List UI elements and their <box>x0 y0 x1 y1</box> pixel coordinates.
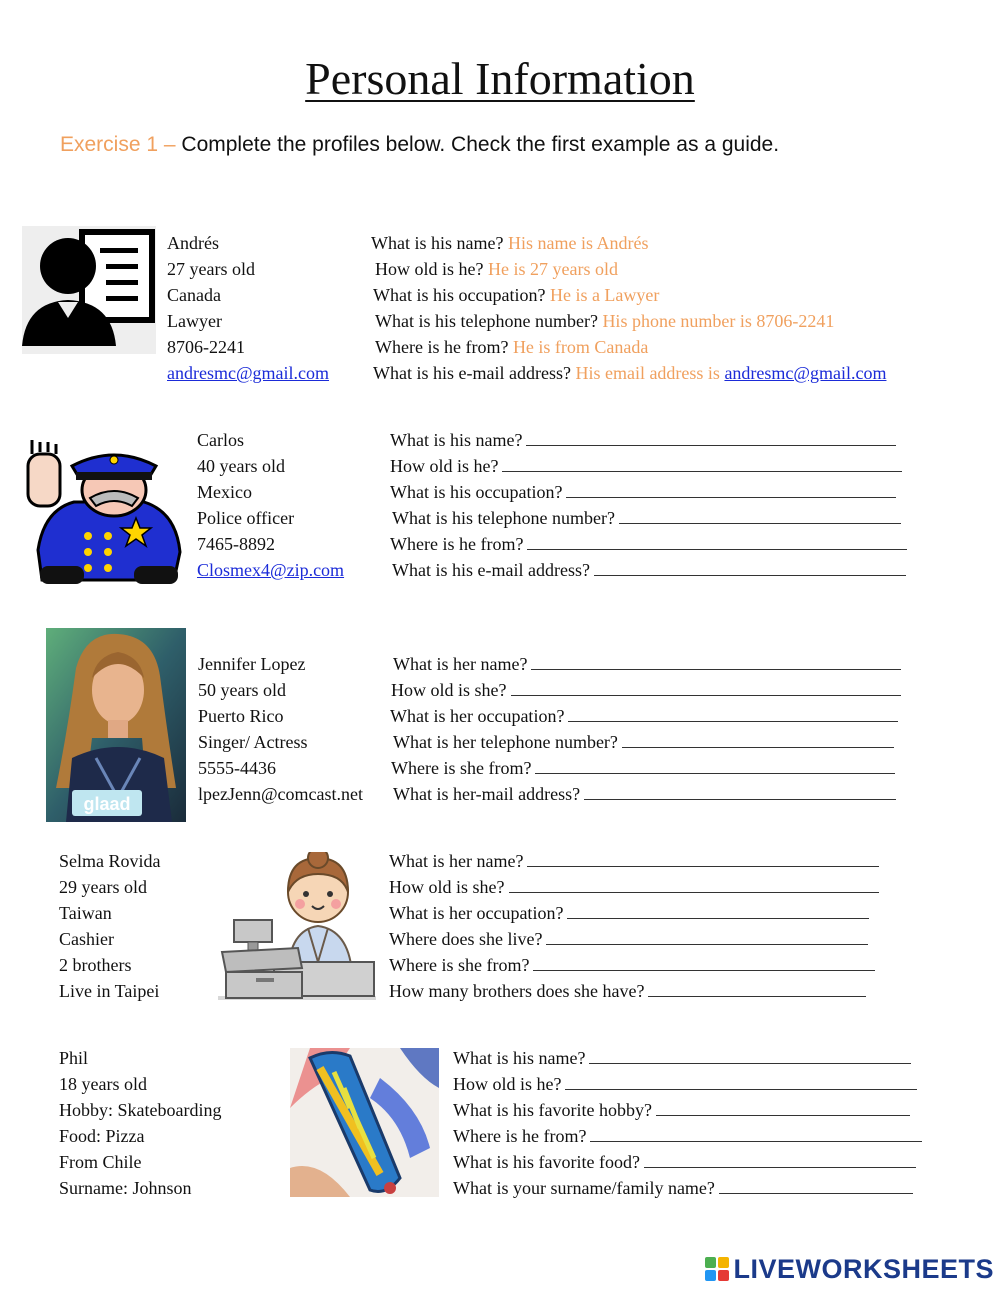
question-text: Where is he from? <box>390 534 524 554</box>
answer-blank-input[interactable] <box>566 479 896 498</box>
question-text: What is his occupation? <box>373 285 546 305</box>
answer-blank-input[interactable] <box>533 952 875 971</box>
info-name: Jennifer Lopez <box>198 654 306 674</box>
skateboard-photo <box>290 1048 439 1197</box>
question-text: How old is he? <box>375 259 484 279</box>
question-row <box>392 557 906 583</box>
question-row <box>390 453 902 479</box>
answer-blank-input[interactable] <box>535 755 895 774</box>
question-text: What is her occupation? <box>389 903 564 923</box>
info-phone: 5555-4436 <box>198 758 276 778</box>
answer-blank-input[interactable] <box>644 1149 916 1168</box>
question-text: What is her-mail address? <box>393 784 581 804</box>
question-text: What is his e-mail address? <box>373 363 571 383</box>
question-text: What is his telephone number? <box>375 311 598 331</box>
answer-blank-input[interactable] <box>527 531 907 550</box>
info-age: 27 years old <box>167 259 255 279</box>
question-row <box>453 1123 922 1149</box>
question-row <box>371 230 648 256</box>
info-phone: 8706-2241 <box>167 337 245 357</box>
info-name: Andrés <box>167 233 219 253</box>
question-text: What is his favorite hobby? <box>453 1100 652 1120</box>
page-title: Personal Information <box>305 53 695 104</box>
question-row <box>373 282 659 308</box>
info-country: From Chile <box>59 1152 142 1172</box>
info-occupation: Police officer <box>197 508 295 528</box>
question-row <box>389 978 866 1004</box>
info-hobby: Hobby: Skateboarding <box>59 1100 222 1120</box>
question-text: What is his name? <box>453 1048 586 1068</box>
question-text: How old is he? <box>390 456 499 476</box>
logo-text: LIVEWORKSHEETS <box>733 1253 994 1284</box>
question-text: Where does she live? <box>389 929 543 949</box>
info-country: Canada <box>167 285 221 305</box>
question-text: Where is she from? <box>389 955 530 975</box>
cashier-illustration <box>218 852 376 1002</box>
info-email-link[interactable]: andresmc@gmail.com <box>167 363 330 383</box>
info-age: 29 years old <box>59 877 147 897</box>
answer-text: His email address is <box>575 363 720 383</box>
answer-blank-input[interactable] <box>511 677 901 696</box>
answer-blank-input[interactable] <box>594 557 906 576</box>
info-occupation: Cashier <box>59 929 114 949</box>
question-row <box>390 703 898 729</box>
answer-blank-input[interactable] <box>622 729 894 748</box>
info-name: Phil <box>59 1048 89 1068</box>
question-row <box>392 505 901 531</box>
answer-text: He is 27 years old <box>487 259 618 279</box>
question-text: What is her telephone number? <box>393 732 618 752</box>
info-food: Food: Pizza <box>59 1126 145 1146</box>
info-name: Carlos <box>197 430 244 450</box>
question-row <box>453 1071 917 1097</box>
question-row <box>373 360 886 386</box>
answer-text: His phone number is 8706-2241 <box>602 311 835 331</box>
question-text: What is his name? <box>371 233 504 253</box>
question-text: What is his favorite food? <box>453 1152 640 1172</box>
info-occupation: Singer/ Actress <box>198 732 308 752</box>
id-card-icon <box>22 226 156 354</box>
answer-blank-input[interactable] <box>526 427 896 446</box>
question-row <box>389 900 869 926</box>
answer-blank-input[interactable] <box>590 1123 922 1142</box>
answer-blank-input[interactable] <box>531 651 901 670</box>
question-row <box>389 874 879 900</box>
answer-blank-input[interactable] <box>509 874 879 893</box>
singer-photo <box>46 628 186 822</box>
answer-text: His name is Andrés <box>507 233 649 253</box>
question-text: How old is he? <box>453 1074 562 1094</box>
info-occupation: Lawyer <box>167 311 222 331</box>
answer-text: He is from Canada <box>512 337 649 357</box>
exercise-instruction <box>60 133 779 157</box>
question-row <box>453 1175 913 1201</box>
question-text: What is his name? <box>390 430 523 450</box>
glaad-badge: glaad <box>83 794 131 814</box>
answer-blank-input[interactable] <box>527 848 879 867</box>
question-text: How many brothers does she have? <box>389 981 645 1001</box>
question-row <box>453 1149 916 1175</box>
question-row <box>375 334 648 360</box>
info-siblings: 2 brothers <box>59 955 132 975</box>
police-officer-illustration <box>24 440 184 586</box>
question-row <box>453 1097 910 1123</box>
question-row <box>390 427 896 453</box>
answer-blank-input[interactable] <box>567 900 869 919</box>
liveworksheets-logo[interactable] <box>705 1252 994 1286</box>
question-row <box>391 677 901 703</box>
info-country: Taiwan <box>59 903 112 923</box>
question-text: What is her occupation? <box>390 706 565 726</box>
question-text: How old is she? <box>391 680 507 700</box>
question-text: Where is he from? <box>375 337 509 357</box>
answer-blank-input[interactable] <box>656 1097 910 1116</box>
answer-blank-input[interactable] <box>565 1071 917 1090</box>
question-text: What is his occupation? <box>390 482 563 502</box>
question-row <box>389 952 875 978</box>
question-text: What is your surname/family name? <box>453 1178 715 1198</box>
question-text: Where is she from? <box>391 758 532 778</box>
info-surname: Surname: Johnson <box>59 1178 192 1198</box>
question-row <box>393 651 901 677</box>
info-email: lpezJenn@comcast.net <box>198 784 364 804</box>
instruction-text: Complete the profiles below. Check the first example as a guide. <box>181 133 780 156</box>
answer-blank-input[interactable] <box>568 703 898 722</box>
question-text: How old is she? <box>389 877 505 897</box>
question-row <box>393 781 896 807</box>
info-residence: Live in Taipei <box>59 981 160 1001</box>
question-row <box>453 1045 911 1071</box>
info-email-link[interactable]: Closmex4@zip.com <box>197 560 345 580</box>
question-text: What is her name? <box>389 851 524 871</box>
answer-blank-input[interactable] <box>648 978 866 997</box>
question-row <box>375 256 618 282</box>
exercise-label: Exercise 1 – <box>60 133 176 156</box>
answer-email-link[interactable]: andresmc@gmail.com <box>724 363 887 383</box>
answer-blank-input[interactable] <box>546 926 868 945</box>
question-row <box>389 848 879 874</box>
question-row <box>390 479 896 505</box>
answer-blank-input[interactable] <box>502 453 902 472</box>
question-text: What is her name? <box>393 654 528 674</box>
question-text: What is his e-mail address? <box>392 560 590 580</box>
question-row <box>390 531 907 557</box>
info-phone: 7465-8892 <box>197 534 275 554</box>
answer-blank-input[interactable] <box>584 781 896 800</box>
question-text: What is his telephone number? <box>392 508 615 528</box>
info-age: 50 years old <box>198 680 286 700</box>
info-country: Mexico <box>197 482 252 502</box>
info-country: Puerto Rico <box>198 706 284 726</box>
answer-blank-input[interactable] <box>619 505 901 524</box>
question-row <box>375 308 834 334</box>
answer-blank-input[interactable] <box>589 1045 911 1064</box>
question-row <box>393 729 894 755</box>
info-age: 40 years old <box>197 456 285 476</box>
logo-blocks-icon <box>705 1257 729 1281</box>
question-row <box>391 755 895 781</box>
question-row <box>389 926 868 952</box>
answer-text: He is a Lawyer <box>549 285 660 305</box>
question-text: Where is he from? <box>453 1126 587 1146</box>
answer-blank-input[interactable] <box>719 1175 913 1194</box>
info-name: Selma Rovida <box>59 851 161 871</box>
info-age: 18 years old <box>59 1074 147 1094</box>
